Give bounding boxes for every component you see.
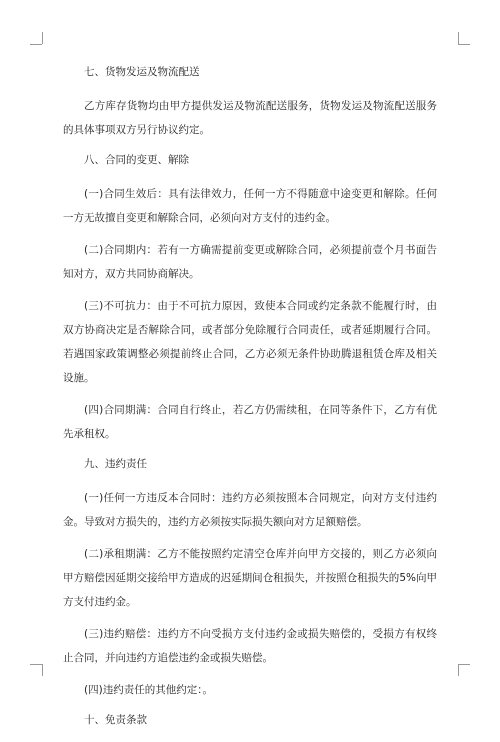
paragraph-force-majeure: (三)不可抗力：由于不可抗力原因，致使本合同或约定条款不能履行时，由双方协商决定是否解除合同，或者部分免除履行合同责任，或者延期履行合同。若遇国家政策调整必须提前终止合同，乙方必须无条件协助腾退租赁仓库及相关设施。 <box>63 300 437 384</box>
paragraph-contract-period: (二)合同期内：若有一方确需提前变更或解除合同，必须提前壹个月书面告知对方，双方共同协商解决。 <box>63 244 437 280</box>
paragraph-contract-expiry: (四)合同期满：合同自行终止，若乙方仍需续租，在同等条件下，乙方有优先承租权。 <box>63 404 437 440</box>
paragraph-other-terms: (四)违约责任的其他约定：。 <box>84 684 213 696</box>
paragraph-lease-expiry: (二)承租期满：乙方不能按照约定清空仓库并向甲方交接的，则乙方必须向甲方赔偿因延期交接给甲方造成的迟延期间仓租损失，并按照仓租损失的5%向甲方支付违约金。 <box>63 548 437 608</box>
section-heading-contract-change: 八、合同的变更、解除 <box>84 154 189 166</box>
paragraph-delivery-service: 乙方库存货物均由甲方提供发运及物流配送服务，货物发运及物流配送服务的具体事项双方另行协议约定。 <box>63 100 437 136</box>
section-heading-exemption: 十、免责条款 <box>84 714 147 726</box>
paragraph-contract-effective: (一)合同生效后：具有法律效力，任何一方不得随意中途变更和解除。任何一方无故擅自变更和解除合同，必须向对方支付的违约金。 <box>63 188 437 224</box>
paragraph-breach: (一)任何一方违反本合同时：违约方必须按照本合同规定，向对方支付违约金。导致对方损失的，违约方必须按实际损失额向对方足额赔偿。 <box>63 492 437 528</box>
section-heading-delivery: 七、货物发运及物流配送 <box>84 66 200 78</box>
document-body <box>63 62 437 742</box>
section-heading-liability: 九、违约责任 <box>84 458 147 470</box>
paragraph-compensation: (三)违约赔偿：违约方不向受损方支付违约金或损失赔偿的，受损方有权终止合同，并向违约方追偿违约金或损失赔偿。 <box>63 628 437 664</box>
